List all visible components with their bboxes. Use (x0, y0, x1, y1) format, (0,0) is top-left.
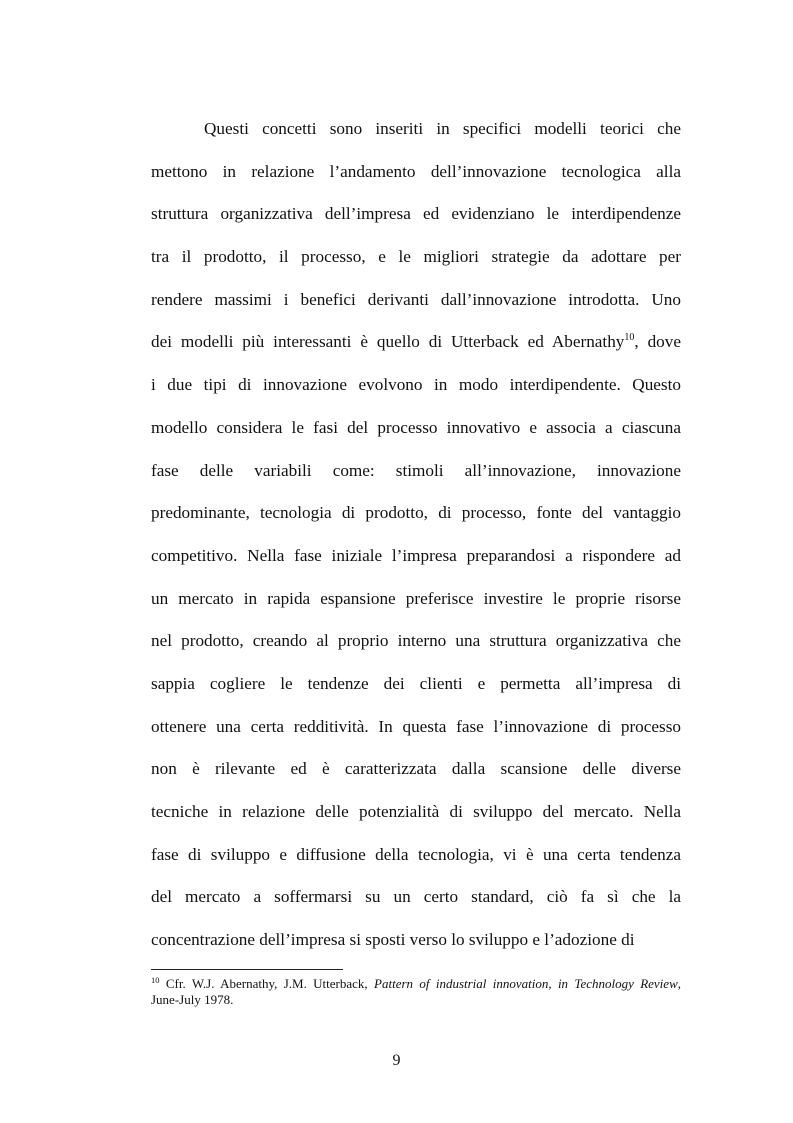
footnote-line (151, 976, 681, 992)
text-line: modello considera le fasi del processo innovativo e associa a ciascuna (151, 417, 681, 437)
text-line: mettono in relazione l’andamento dell’innovazione tecnologica alla (151, 161, 681, 181)
text-segment: , dove (634, 332, 681, 352)
text-line: del mercato a soffermarsi su un certo standard, ciò fa sì che la (151, 887, 681, 907)
text-line: sappia cogliere le tendenze dei clienti e permetta all’impresa di (151, 673, 681, 693)
text-line-with-footnote-ref (151, 321, 681, 364)
text-line: tra il prodotto, il processo, e le migliori strategie da adottare per (151, 247, 681, 267)
text-line: struttura organizzativa dell’impresa ed evidenziano le interdipendenze (151, 204, 681, 224)
footnote-authors: Cfr. W.J. Abernathy, J.M. Utterback, (159, 976, 375, 991)
footnote-separator (151, 969, 343, 970)
text-line: un mercato in rapida espansione preferisce investire le proprie risorse (151, 588, 681, 608)
text-line: fase di sviluppo e diffusione della tecnologia, vi è una certa tendenza (151, 844, 681, 864)
text-line: predominante, tecnologia di prodotto, di processo, fonte del vantaggio (151, 503, 681, 523)
text-line: fase delle variabili come: stimoli all’innovazione, innovazione (151, 460, 681, 480)
text-line: competitivo. Nella fase iniziale l’impresa preparandosi a rispondere ad (151, 545, 681, 565)
text-line: ottenere una certa redditività. In questa fase l’innovazione di processo (151, 716, 681, 736)
text-line: tecniche in relazione delle potenzialità di sviluppo del mercato. Nella (151, 802, 681, 821)
text-line: concentrazione dell’impresa si sposti verso lo sviluppo e l’adozione di (151, 930, 635, 950)
page-number: 9 (392, 1052, 401, 1069)
footnote-reference[interactable]: 10 (624, 332, 635, 344)
footnote-line: June-July 1978. (151, 992, 234, 1007)
body-paragraph (151, 108, 681, 962)
text-line: rendere massimi i benefici derivanti dall’innovazione introdotta. Uno (151, 289, 681, 309)
text-segment: dei modelli più interessanti è quello di Utterback ed Abernathy (151, 332, 625, 352)
text-line: Questi concetti sono inseriti in specifici modelli teorici che (204, 119, 681, 138)
footnote-number: 10 (151, 975, 160, 985)
footnote-title: Pattern of industrial innovation, in Technology Review (374, 976, 678, 991)
text-line: non è rilevante ed è caratterizzata dalla scansione delle diverse (151, 759, 681, 779)
text-line: nel prodotto, creando al proprio interno una struttura organizzativa che (151, 631, 681, 651)
text-line: i due tipi di innovazione evolvono in modo interdipendente. Questo (151, 375, 681, 395)
footnote (151, 976, 681, 1008)
footnote-punctuation: , (677, 976, 681, 991)
